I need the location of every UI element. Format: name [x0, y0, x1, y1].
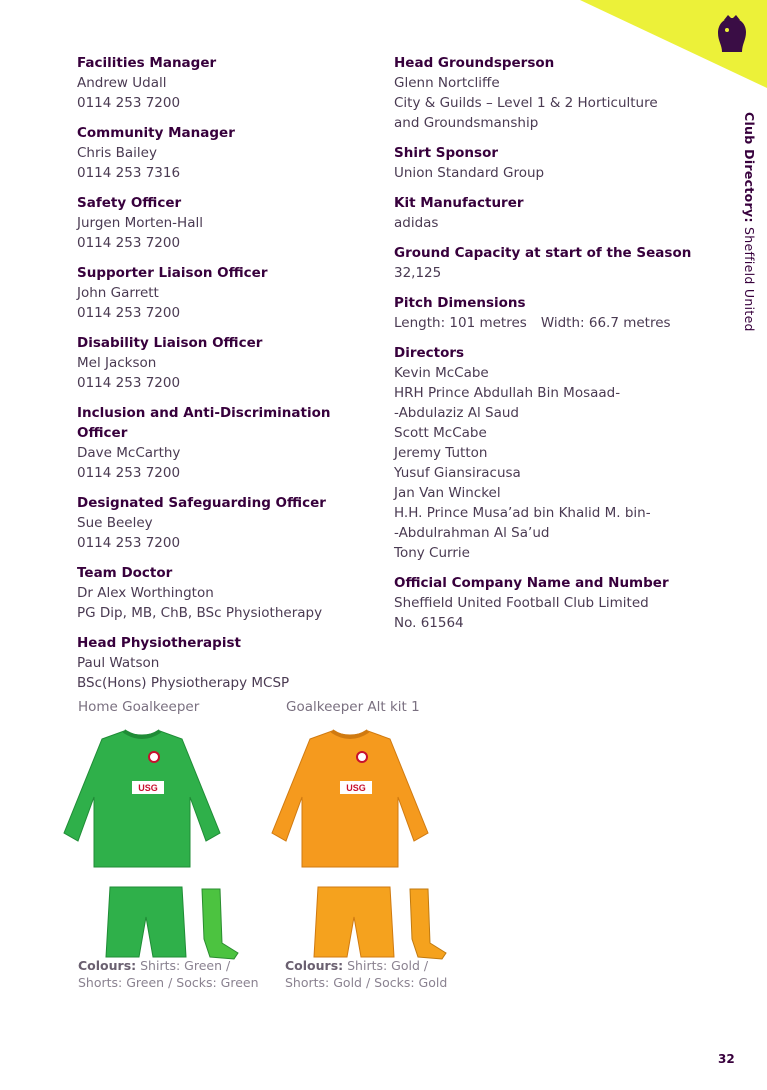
- entry-line: PG Dip, MB, ChB, BSc Physiotherapy: [77, 605, 323, 621]
- kit-goalkeeper-alt: [270, 697, 460, 962]
- entry-title: Kit Manufacturer: [394, 195, 524, 211]
- director-line: Scott McCabe: [394, 425, 487, 441]
- pitch-length: Length: 101 metres: [394, 315, 527, 331]
- director-line: -Abdulaziz Al Saud: [394, 405, 519, 421]
- entry-line: Dave McCarthy: [77, 445, 181, 461]
- entry-line: John Garrett: [77, 285, 159, 301]
- director-line: Yusuf Giansiracusa: [394, 465, 521, 481]
- shirt: [64, 731, 220, 867]
- entry-line: Mel Jackson: [77, 355, 157, 371]
- entry-line: Glenn Nortcliffe: [394, 75, 500, 91]
- entry-line: 0114 253 7200: [77, 95, 181, 111]
- entry-line: 0114 253 7316: [77, 165, 181, 181]
- entry-title: Disability Liaison Officer: [77, 335, 263, 351]
- entry-line: adidas: [394, 215, 439, 231]
- entry-ground-capacity: [394, 243, 704, 283]
- colours-label: Colours:: [285, 958, 344, 973]
- entry-kit-manufacturer: [394, 193, 704, 233]
- entry-safety-officer: [77, 193, 382, 253]
- director-line: H.H. Prince Musa’ad bin Khalid M. bin-: [394, 505, 651, 521]
- director-line: HRH Prince Abdullah Bin Mosaad-: [394, 385, 621, 401]
- entry-title: Team Doctor: [77, 565, 173, 581]
- entry-line: Union Standard Group: [394, 165, 545, 181]
- kit-colours-home: [78, 958, 268, 991]
- director-line: -Abdulrahman Al Sa’ud: [394, 525, 550, 541]
- director-line: Jan Van Winckel: [394, 485, 501, 501]
- entry-team-doctor: [77, 563, 382, 623]
- sponsor-logo: USG: [138, 783, 158, 793]
- entry-supporter-liaison-officer: [77, 263, 382, 323]
- entry-head-groundsperson: [394, 53, 704, 133]
- entry-disability-liaison-officer: [77, 333, 382, 393]
- entry-head-physiotherapist: [77, 633, 382, 693]
- shirt: [272, 731, 428, 867]
- entry-line: Sheffield United Football Club Limited: [394, 595, 649, 611]
- entry-title: Head Groundsperson: [394, 55, 555, 71]
- kit-illustration: [270, 717, 460, 962]
- entry-line: Dr Alex Worthington: [77, 585, 214, 601]
- pitch-width: Width: 66.7 metres: [540, 315, 671, 331]
- entry-line: and Groundsmanship: [394, 115, 539, 131]
- sidebar-club: Sheffield United: [742, 227, 757, 332]
- colours-text: Shirts: Gold / Shorts: Gold / Socks: Gold: [285, 958, 448, 990]
- entry-title: Facilities Manager: [77, 55, 217, 71]
- entry-title: Directors: [394, 345, 465, 361]
- entry-directors: [394, 343, 704, 563]
- entry-title: Ground Capacity at start of the Season: [394, 245, 692, 261]
- sponsor-logo: USG: [346, 783, 366, 793]
- entry-title: Community Manager: [77, 125, 235, 141]
- sock: [202, 889, 238, 959]
- entry-title: Supporter Liaison Officer: [77, 265, 268, 281]
- director-line: Kevin McCabe: [394, 365, 489, 381]
- entry-line: Chris Bailey: [77, 145, 157, 161]
- entry-line: 0114 253 7200: [77, 375, 181, 391]
- sidebar-section: Club Directory:: [742, 112, 757, 223]
- director-line: Tony Currie: [394, 545, 470, 561]
- entry-line: 0114 253 7200: [77, 465, 181, 481]
- entry-line: BSc(Hons) Physiotherapy MCSP: [77, 675, 290, 691]
- entry-title: Safety Officer: [77, 195, 182, 211]
- entry-title: Official Company Name and Number: [394, 575, 669, 591]
- entry-pitch-dimensions: [394, 293, 704, 333]
- kit-illustration: [62, 717, 252, 962]
- entry-line: 32,125: [394, 265, 442, 281]
- right-column: [394, 53, 704, 643]
- entry-title: Head Physiotherapist: [77, 635, 241, 651]
- director-line: Jeremy Tutton: [394, 445, 488, 461]
- entry-line: 0114 253 7200: [77, 305, 181, 321]
- kit-colours-alt: [285, 958, 475, 991]
- sock: [410, 889, 446, 959]
- colours-text: Shirts: Green / Shorts: Green / Socks: Green: [78, 958, 259, 990]
- kit-home-goalkeeper: [62, 697, 252, 962]
- entry-facilities-manager: [77, 53, 382, 113]
- entry-line: Sue Beeley: [77, 515, 153, 531]
- entry-line: Paul Watson: [77, 655, 160, 671]
- entry-safeguarding-officer: [77, 493, 382, 553]
- entry-shirt-sponsor: [394, 143, 704, 183]
- entry-line: 0114 253 7200: [77, 235, 181, 251]
- entry-line: Jurgen Morten-Hall: [77, 215, 203, 231]
- colours-label: Colours:: [78, 958, 137, 973]
- entry-line: No. 61564: [394, 615, 464, 631]
- entry-inclusion-officer: [77, 403, 382, 483]
- left-column: [77, 53, 382, 703]
- sidebar-label: [742, 112, 757, 332]
- shorts: [314, 887, 394, 957]
- entry-title: Pitch Dimensions: [394, 295, 526, 311]
- entry-company: [394, 573, 704, 633]
- entry-community-manager: [77, 123, 382, 183]
- premier-league-lion-icon: [712, 14, 752, 58]
- page-number: 32: [718, 1052, 735, 1066]
- entry-line: 0114 253 7200: [77, 535, 181, 551]
- entry-title: Designated Safeguarding Officer: [77, 495, 326, 511]
- entry-line: [394, 313, 704, 333]
- entry-title: Inclusion and Anti-Discrimination Officer: [77, 405, 331, 441]
- kit-title: Home Goalkeeper: [78, 699, 200, 715]
- entry-line: City & Guilds – Level 1 & 2 Horticulture: [394, 95, 658, 111]
- entry-line: Andrew Udall: [77, 75, 167, 91]
- shorts: [106, 887, 186, 957]
- kit-title: Goalkeeper Alt kit 1: [286, 699, 420, 715]
- entry-title: Shirt Sponsor: [394, 145, 499, 161]
